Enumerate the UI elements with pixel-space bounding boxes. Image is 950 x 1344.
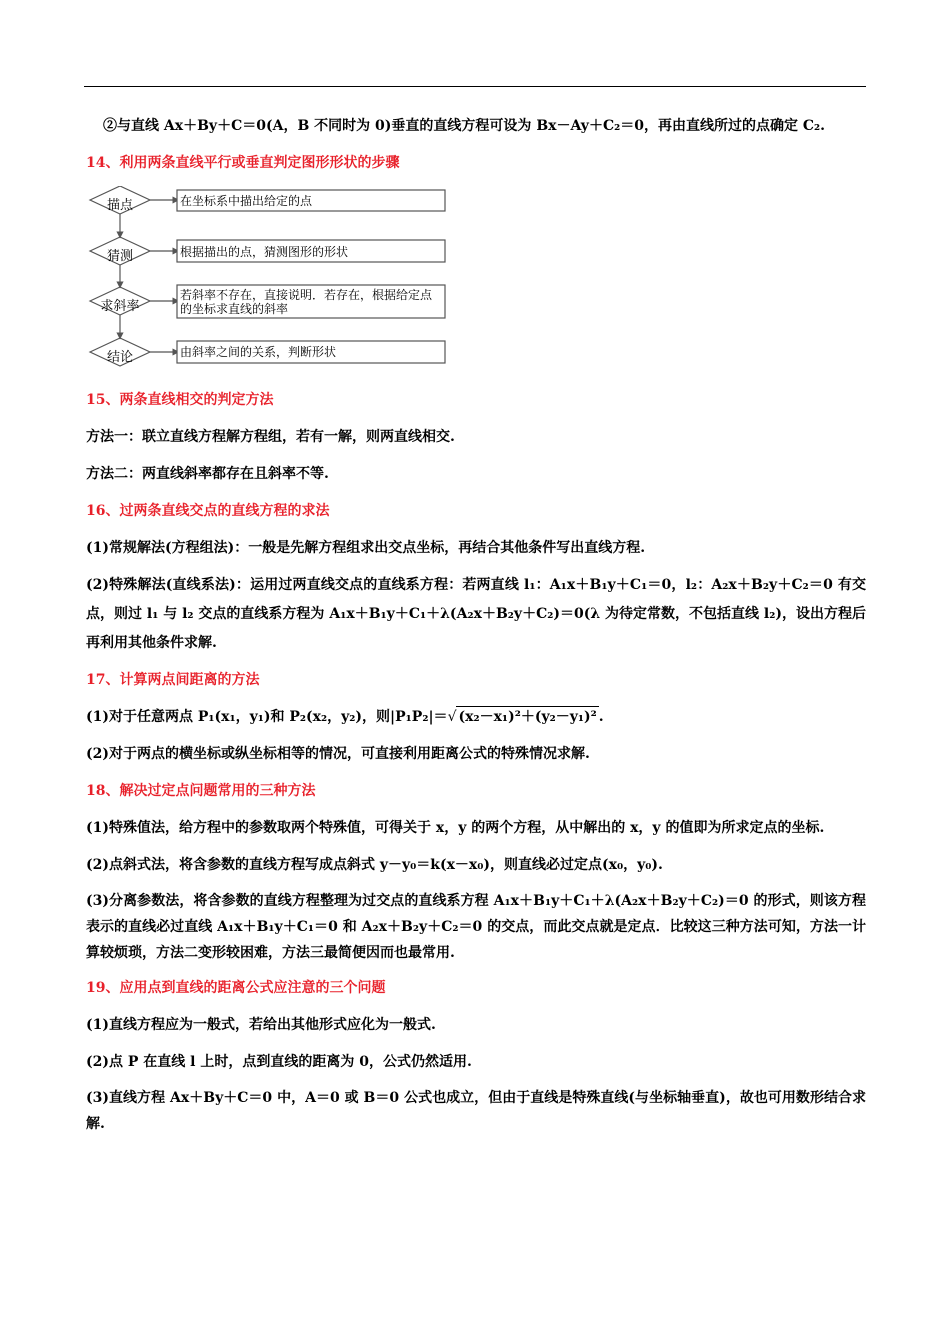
perp-fragment: ＋ [217,118,232,134]
header-rule [84,86,866,87]
perp-fragment: ＝0( [242,118,273,134]
perp-fragment: By [197,118,218,134]
perp-fragment: Ax [163,118,184,134]
paragraph-perpendicular-line [86,112,866,141]
s16-fragment: C [629,577,642,593]
s16-item-1: (1)常规解法(方程组法)：一般是先解方程组求出交点坐标，再结合其他条件写出直线方程. [86,540,646,556]
heading-18: 18、解决过定点问题常用的三种方法 [86,783,316,799]
s18-item-1: (1)特殊值法，给方程中的参数取两个特殊值，可得关于 x，y 的两个方程，从中解出的 x，y 的值即为所求定点的坐标. [86,820,825,836]
box-label-1: 在坐标系中描出给定的点 [180,194,313,208]
s16-fragment: )，设出方程后再利用其他条件求解. [86,606,867,651]
s16-fragment: ₂ [722,577,729,593]
perp-fragment: － [556,118,571,134]
s19-item-1: (1)直线方程应为一般式，若给出其他形式应化为一般式. [86,1017,436,1033]
s17-item-2: (2)对于两点的横坐标或纵坐标相等的情况，可直接利用距离公式的特殊情况求解. [86,746,590,762]
s16-fragment: ₁ [152,606,159,622]
heading-17: 17、计算两点间距离的方法 [86,672,260,688]
s16-fragment: B [751,577,763,593]
diamond-label-2: 猜测 [106,249,133,264]
s16-fragment: A [456,606,468,622]
perp-fragment: C [231,118,243,134]
diamond-label-4: 结论 [106,350,133,365]
s18-item-3: (3)分离参数法，将含参数的直线方程整理为过交点的直线系方程 A₁x＋B₁y＋C₁＋λ(A₂x＋B₂y＋C₂)＝0 的形式，则该方程表示的直线必过直线 A₁x＋B₁y＋C₁＝0 和 A₂x＋B₂y＋C₂＝0 的交点，而此交点就是定点．比较这三种方法可知，方法一计算较烦琐，方法二变形较困难，方法三最简便因而也最常用. [86,893,866,961]
s16-fragment: ₁ [380,606,387,622]
s16-fragment: 交点的直线系方程为 [193,606,330,622]
s16-fragment: ＋λ( [426,606,457,622]
s16-item-2 [86,571,866,658]
s16-fragment: ₂ [467,606,474,622]
s16-fragment: y [607,577,616,593]
s16-fragment: ＋ [615,577,630,593]
s16-fragment: y [769,577,778,593]
s16-fragment: ₁ [419,606,427,622]
s17-item-1: (1)对于任意两点 P₁(x₁，y₁)和 P₂(x₂，y₂)，则|P₁P₂|＝√ (x₂－x₁)²＋(y₂－y₁)² . [86,703,866,732]
s16-fragment: 与 [158,606,183,622]
heading-15: 15、两条直线相交的判定方法 [86,392,274,408]
s16-fragment: ＋ [736,577,752,593]
perp-fragment: ＋ [588,118,603,134]
perp-fragment: . [820,118,826,134]
s16-fragment: ＋ [522,606,537,622]
perp-fragment: C [602,118,615,134]
s16-fragment: ＋ [575,577,590,593]
s16-fragment: A [711,577,723,593]
s16-fragment: ₂ [547,606,554,622]
s16-fragment: ＋ [354,606,369,622]
diamond-label-1: 描点 [106,198,133,213]
s16-fragment: y [386,606,395,622]
perp-fragment: C [802,118,815,134]
s16-fragment: ： [697,577,712,593]
s18-item-2: (2)点斜式法，将含参数的直线方程写成点斜式 y－y₀＝k(x－x₀)，则直线必过定点(x₀，y₀). [86,857,663,873]
s17-text-b: P₁(x₁，y₁)和 P₂(x₂，y₂)，则|P₁P₂|＝ [197,709,448,725]
perp-fragment: ₂ [814,118,821,134]
perp-fragment: ②与直线 [103,118,164,134]
s16-fragment: C [536,606,548,622]
s16-fragment: x [728,577,737,593]
heading-19: 19、应用点到直线的距离公式应注意的三个问题 [86,980,386,996]
perp-fragment: 不同时为 0)垂直的直线方程可设为 [309,118,537,134]
perp-fragment: Bx [536,118,557,134]
box-label-3b: 的坐标求直线的斜率 [180,302,289,316]
s16-fragment: ₁ [529,577,536,593]
s16-fragment: ＋ [394,606,409,622]
s16-fragment: ₂ [762,577,770,593]
sqrt-expression: (x₂－x₁)²＋(y₂－y₁)² [456,706,598,727]
s16-fragment: B [495,606,508,622]
s16-fragment: ₂ [690,577,698,593]
s16-fragment: (2)特殊解法(直线系法)：运用过两直线交点的直线系方程：若两直线 [86,577,525,593]
diamond-label-3: 求斜率 [100,299,140,314]
perp-fragment: A [272,118,284,134]
s16-fragment: A [549,577,561,593]
s16-fragment: x [346,606,355,622]
perp-fragment: ， [283,118,298,134]
perp-fragment: ＋ [183,118,198,134]
s16-fragment: l [685,577,691,593]
s16-fragment: B [589,577,602,593]
s16-fragment: ： [535,577,550,593]
s16-fragment: ＝0， [647,577,686,593]
s16-fragment: ₂ [507,606,514,622]
box-label-4: 由斜率之间的关系，判断形状 [180,345,337,359]
flowchart [86,186,466,372]
s19-item-2: (2)点 P 在直线 l 上时，点到直线的距离为 0，公式仍然适用. [86,1054,472,1070]
s16-fragment: x [473,606,482,622]
perp-fragment: ＝0，再由直线所过的点确定 [620,118,803,134]
s16-fragment: y [513,606,523,622]
perp-fragment: Ay [570,118,589,134]
box-label-2: 根据描出的点，猜测图形的形状 [180,245,349,259]
document-body [86,112,866,1145]
s16-fragment: ＝0 有交点，则过 [86,577,867,622]
box-label-3a: 若斜率不存在，直接说明．若存在，根据给定点 [180,288,433,302]
perp-fragment: B [297,118,310,134]
s16-fragment: l [763,606,770,622]
s16-fragment: ₁ [560,577,567,593]
s16-fragment: l [182,606,188,622]
s16-fragment: ＋ [777,577,792,593]
s16-fragment: ₂ [802,577,809,593]
s16-fragment: ＋ [481,606,496,622]
s16-fragment: ₁ [641,577,648,593]
method-2: 方法二：两直线斜率都存在且斜率不等. [86,466,329,482]
s16-fragment: C [791,577,803,593]
method-1: 方法一：联立直线方程解方程组，若有一解，则两直线相交. [86,429,455,445]
perp-fragment: ₂ [614,118,621,134]
s16-fragment: A [329,606,341,622]
s16-fragment: B [368,606,381,622]
s16-fragment: ₂ [769,606,776,622]
s16-fragment: l [146,606,153,622]
heading-14: 14、利用两条直线平行或垂直判定图形形状的步骤 [86,155,400,171]
s16-fragment: x [566,577,576,593]
s17-text-a: (1)对于任意两点 [86,709,198,725]
s17-text-c: . [598,709,604,725]
s16-fragment: l [524,577,530,593]
s16-fragment: C [408,606,420,622]
s16-fragment: ₂ [187,606,194,622]
s16-fragment: )＝0(λ 为待定常数，不包括直线 [553,606,764,622]
heading-16: 16、过两条直线交点的直线方程的求法 [86,503,330,519]
s16-fragment: ₁ [340,606,347,622]
s16-fragment: ₁ [601,577,608,593]
s19-item-3: (3)直线方程 Ax＋By＋C＝0 中，A＝0 或 B＝0 公式也成立，但由于直线是特殊直线(与坐标轴垂直)，故也可用数形结合求解. [86,1090,866,1132]
